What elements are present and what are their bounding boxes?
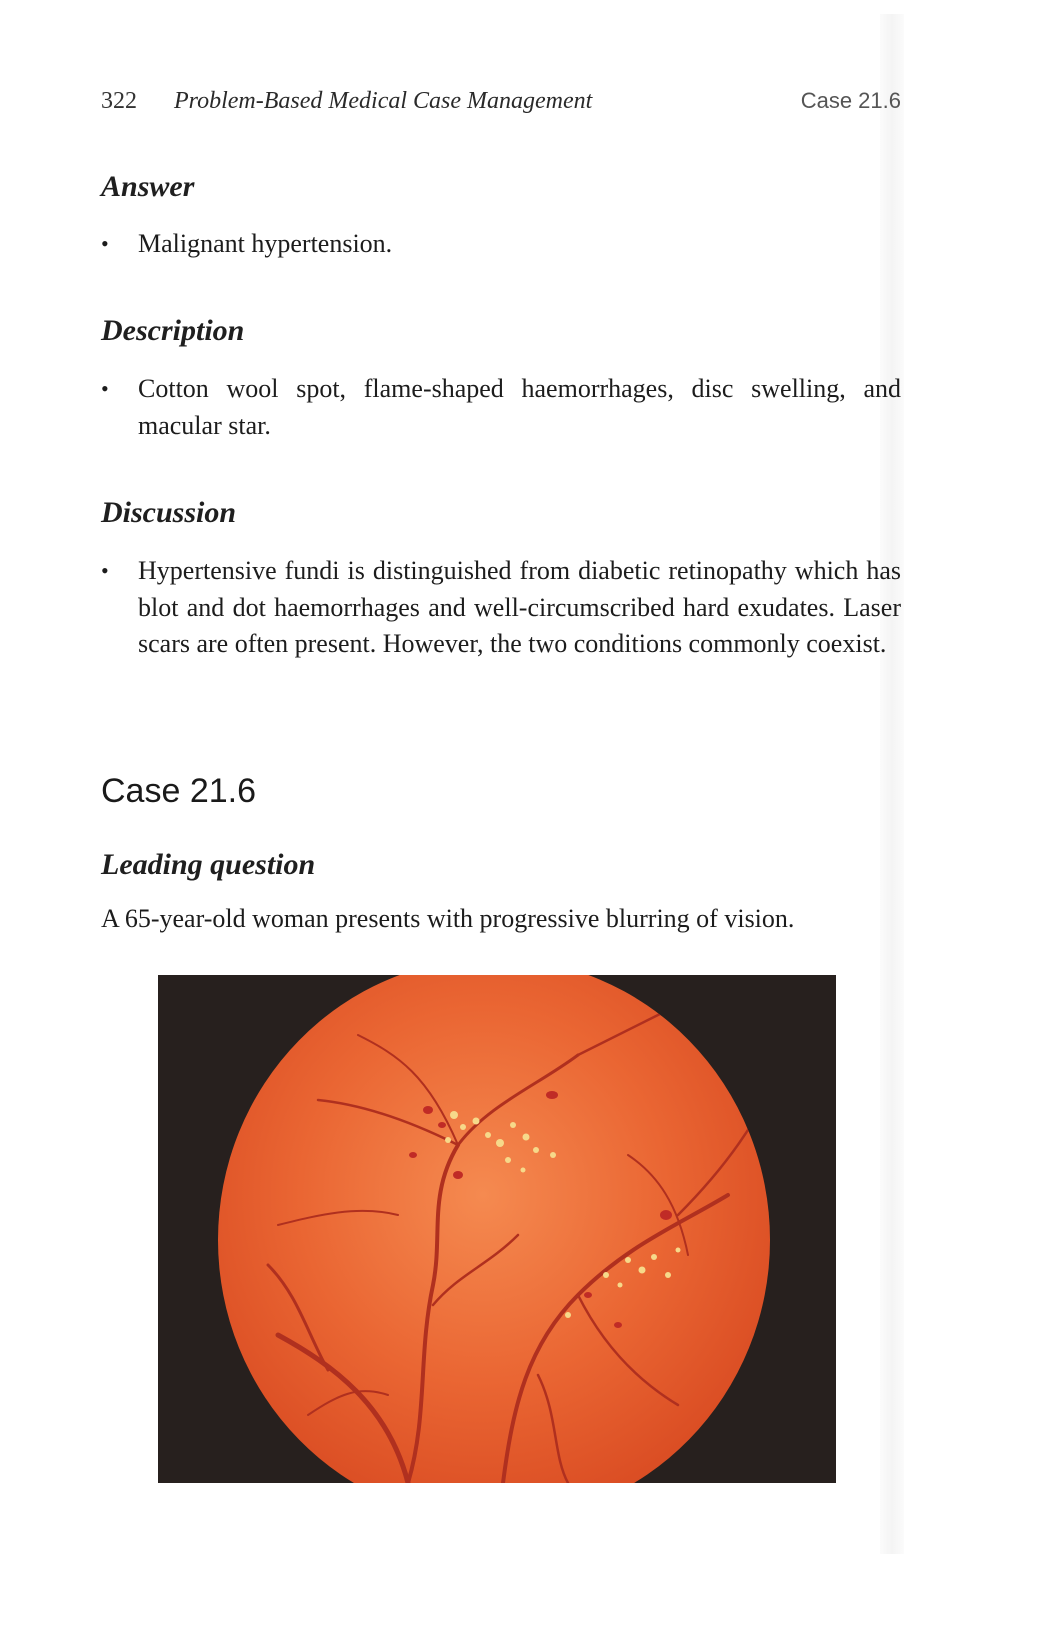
page-number: 322 — [101, 88, 137, 114]
case-title: Case 21.6 — [101, 772, 256, 810]
book-title: Problem-Based Medical Case Management — [174, 88, 593, 114]
case-reference: Case 21.6 — [800, 88, 901, 113]
running-head — [101, 88, 901, 122]
answer-text: Malignant hypertension. — [138, 229, 393, 258]
discussion-text: Hypertensive fundi is distinguished from diabetic retinopathy which has blot and dot haemorrhages and well-circumscribed hard exudates. Laser scars are often present. However, the two conditions commonly coexist. — [138, 556, 901, 658]
bullet-icon: • — [101, 558, 109, 583]
bullet-icon: • — [101, 376, 109, 401]
leading-question-text: A 65-year-old woman presents with progressive blurring of vision. — [101, 904, 795, 933]
answer-heading: Answer — [101, 170, 195, 203]
bullet-icon: • — [101, 231, 109, 256]
description-text: Cotton wool spot, flame-shaped haemorrhages, disc swelling, and macular star. — [138, 374, 901, 440]
discussion-heading: Discussion — [101, 496, 237, 529]
description-heading: Description — [101, 314, 245, 347]
fundus-image — [158, 975, 836, 1483]
retina-disc — [218, 975, 770, 1483]
leading-question-heading: Leading question — [101, 848, 316, 881]
fundus-photograph — [158, 975, 836, 1483]
